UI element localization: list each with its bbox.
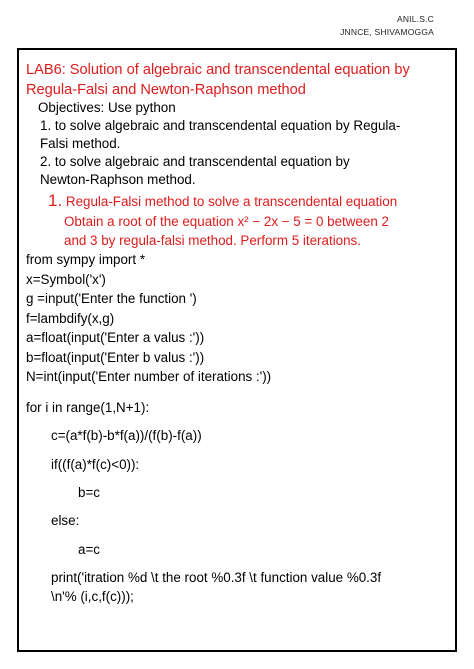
objective-1-line-1: 1. to solve algebraic and transcendental equation by Regula- (40, 118, 401, 133)
code-line: from sympy import * (26, 252, 146, 267)
code-line: a=float(input('Enter a valus :')) (26, 330, 205, 345)
header-institution: JNNCE, SHIVAMOGGA (340, 27, 434, 37)
header-author: ANIL.S.C (396, 14, 434, 24)
code-line: g =input('Enter the function ') (26, 291, 197, 306)
objective-2-line-1: 2. to solve algebraic and transcendental equation by (40, 154, 350, 169)
code-line-for: for i in range(1,N+1): (26, 400, 150, 415)
objectives-heading: Objectives: Use python (38, 100, 176, 115)
code-line: b=float(input('Enter b valus :')) (26, 349, 205, 365)
code-line: N=int(input('Enter number of iterations :')) (26, 369, 272, 384)
section-number: 1. (48, 191, 63, 210)
section-problem-line-2: and 3 by regula-falsi method. Perform 5 iterations. (64, 233, 361, 248)
code-line-print-continued: \n'% (i,c,f(c))); (51, 589, 134, 604)
lab-title-line-1: LAB6: Solution of algebraic and transcendental equation by (26, 62, 410, 78)
lab-title (26, 60, 446, 100)
code-line-else: else: (51, 513, 80, 528)
code-line: f=lambdify(x,g) (26, 310, 115, 326)
objective-2-line-2: Newton-Raphson method. (40, 172, 196, 187)
code-line-print: print('itration %d \t the root %0.3f \t function value %0.3f (51, 570, 382, 585)
objectives-block (38, 99, 448, 189)
section-problem-line-1: Obtain a root of the equation x² − 2x − 5 = 0 between 2 (64, 213, 389, 229)
objective-1-line-2: Falsi method. (40, 136, 121, 151)
code-line-if: if((f(a)*f(c)<0)): (51, 457, 140, 472)
code-line-a-assign: a=c (78, 542, 100, 557)
section-title: Regula-Falsi method to solve a transcendental equation (62, 194, 398, 209)
page-header (340, 13, 434, 39)
code-setup-block (26, 250, 446, 387)
section-heading (48, 191, 453, 251)
code-line: x=Symbol('x') (26, 271, 106, 287)
lab-title-line-2: Regula-Falsi and Newton-Raphson method (26, 82, 306, 98)
code-line-b-assign: b=c (78, 485, 100, 500)
code-line-compute-c: c=(a*f(b)-b*f(a))/(f(b)-f(a)) (51, 428, 202, 443)
